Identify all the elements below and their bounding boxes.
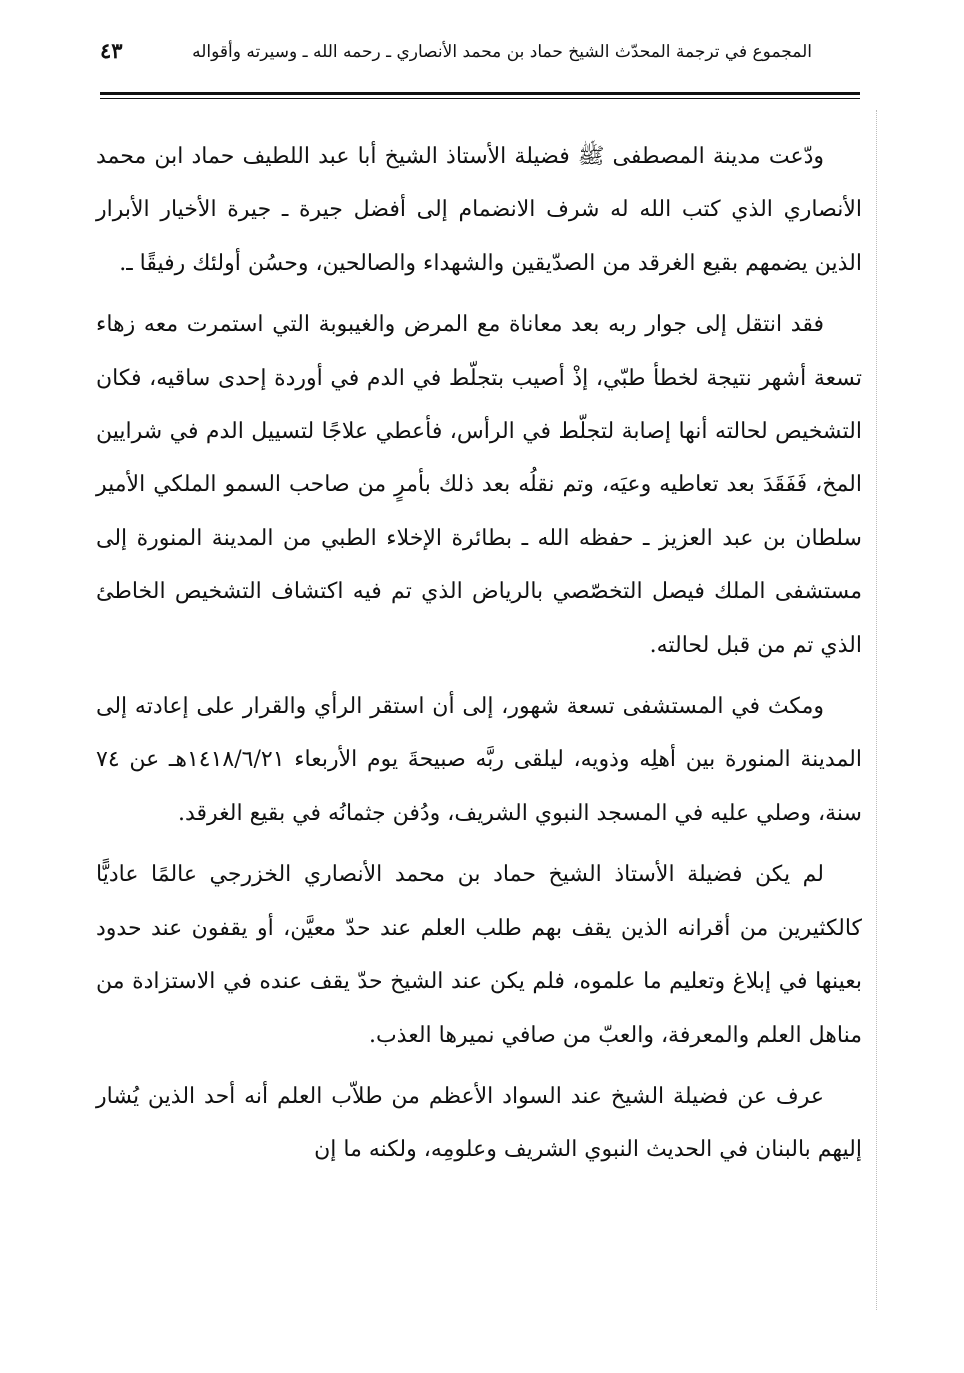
paragraph: فقد انتقل إلى جوار ربه بعد معاناة مع المرض والغيبوبة التي استمرت معه زهاء تسعة أشهر نتيجة لخطأ طبّي، إذْ أصيب بتجلّط في الدم في أوردة إحدى ساقيه، فكان التشخيص لحالته أنها إصابة لتجلّط في الرأس، فأعطي علاجًا لتسييل الدم في شرايين المخ، فَفَقَدَ بعد تعاطيه وعيَه، وتم نقلُه بعد ذلك بأمرٍ من صاحب السمو الملكي الأمير سلطان بن عبد العزيز ـ حفظه الله ـ بطائرة الإخلاء الطبي من المدينة المنورة إلى مستشفى الملك فيصل التخصّصي بالرياض الذي تم فيه اكتشاف التشخيص الخاطئ الذي تم من قبل لحالته. <box>96 312 862 658</box>
running-title: المجموع في ترجمة المحدّث الشيخ حماد بن محمد الأنصاري ـ رحمه الله ـ وسيرته وأقواله <box>192 42 812 62</box>
margin-line <box>876 110 877 1310</box>
paragraph: عرف عن فضيلة الشيخ عند السواد الأعظم من طلاّب العلم أنه أحد الذين يُشار إليهم بالبنان في الحديث النبوي الشريف وعلومِه، ولكنه ما إن <box>96 1083 862 1163</box>
body-text <box>96 130 862 1177</box>
header-rule <box>100 92 860 100</box>
paragraph: لم يكن فضيلة الأستاذ الشيخ حماد بن محمد الأنصاري الخزرجي عالمًا عاديًّا كالكثيرين من أقرانه الذين يقف بهم طلب العلم عند حدّ معيَّن، أو يقفون عند حدود بعينها في إبلاغ وتعليم ما علموه، فلم يكن عند الشيخ حدّ يقف عنده في الاستزادة من مناهل العلم والمعرفة، والعبّ من صافي نميرها العذب. <box>96 862 862 1048</box>
header-rule-thick <box>100 92 860 95</box>
paragraph: ومكث في المستشفى تسعة شهور، إلى أن استقر الرأي والقرار على إعادته إلى المدينة المنورة بين أهلِه وذويه، ليلقى ربَّه صبيحةَ يوم الأربعاء ١٤١٨/٦/٢١هـ عن ٧٤ سنة، وصلي عليه في المسجد النبوي الشريف، ودُفن جثمانُه في بقيع الغرقد. <box>96 694 862 826</box>
paragraph: ودّعت مدينة المصطفى ﷺ فضيلة الأستاذ الشيخ أبا عبد اللطيف حماد ابن محمد الأنصاري الذي كتب الله له شرف الانضمام إلى أفضل جيرة ـ جيرة الأخيار الأبرار الذين يضمهم بقيع الغرقد من الصدّيقين والشهداء والصالحين، وحسُن أولئك رفيقًا ـ. <box>96 144 862 276</box>
page-header <box>100 38 812 74</box>
header-rule-thin <box>100 98 860 99</box>
page-number: ٤٣ <box>100 38 123 63</box>
